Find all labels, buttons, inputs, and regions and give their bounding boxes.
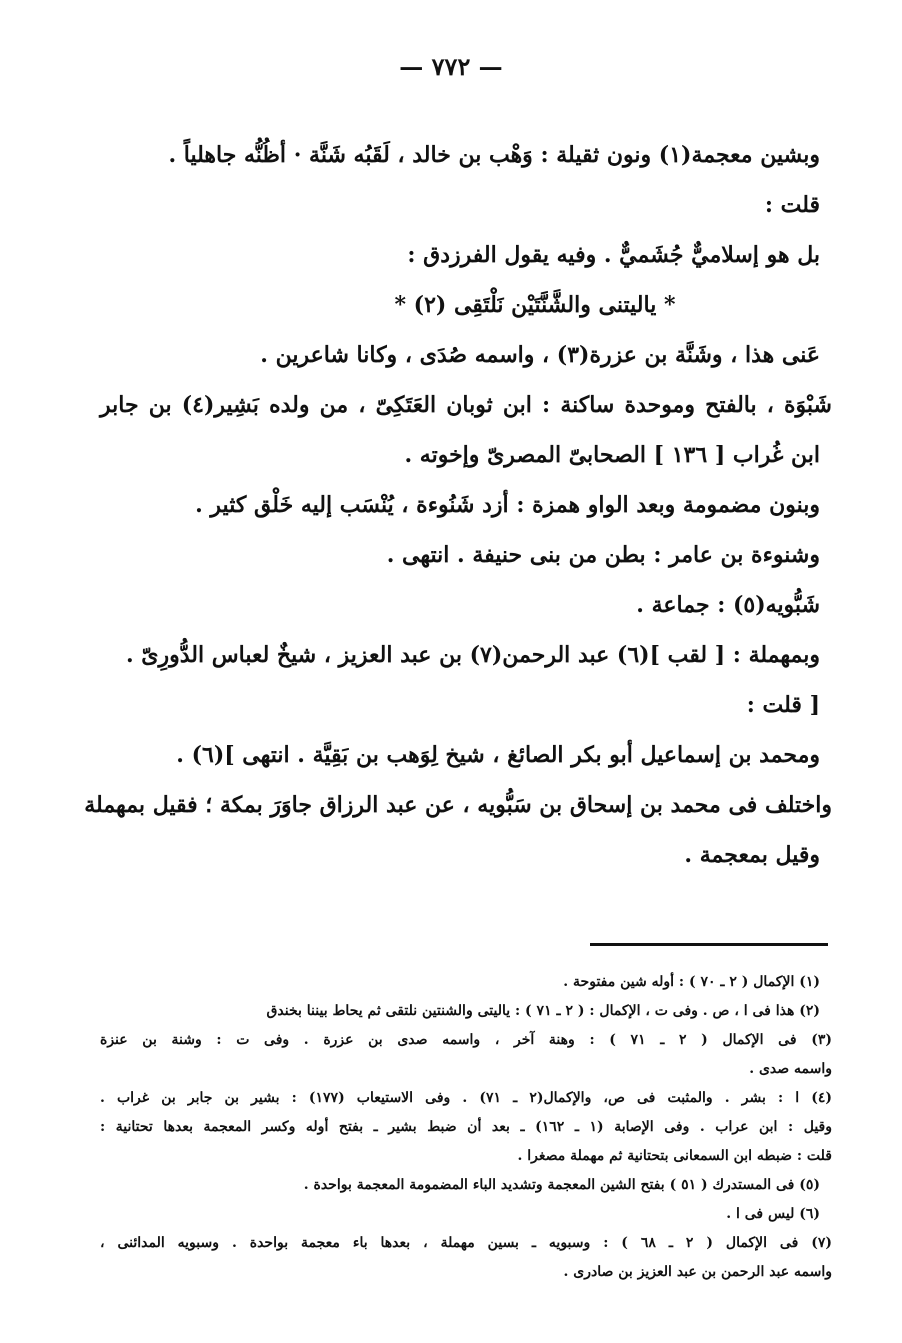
text-line: قلت : <box>764 192 820 218</box>
text-line: ابن غُراب [ ١٣٦ ] الصحابىّ المصرىّ وإخوته . <box>404 442 820 468</box>
text-line: وشنوءة بن عامر : بطن من بنى حنيفة . انتهى . <box>386 542 820 568</box>
text-line: وبشين معجمة(١) ونون ثقيلة : وَهْب بن خالد ، لَقَبُه شَنَّة · أظُنُّه جاهلياً . <box>168 142 820 168</box>
verse-line: * ياليتنى والشَّنَّتَيْن نَلْتَقِى (٢) * <box>394 292 676 318</box>
footnote-line: (٢) هذا فى ا ، ص . وفى ت ، الإكمال : ( ٢ ـ ٧١ ) : ياليتى والشنتين نلتقى ثم يحاط بيننا بخندق <box>266 1003 820 1019</box>
text-line: عَنى هذا ، وشَنَّة بن عزرة(٣) ، واسمه صُدَى ، وكانا شاعرين . <box>260 342 820 368</box>
text-line: [ قلت : <box>746 692 820 718</box>
footnote-line: واسمه صدى . <box>749 1061 832 1077</box>
footnote-line: (٧) فى الإكمال ( ٢ ـ ٦٨ ) : وسبويه ـ بسين مهملة ، بعدها باء معجمة بواحدة . وسبويه المدائنى ، <box>100 1235 832 1251</box>
text-line: وبنون مضمومة وبعد الواو همزة : أزد شَنُوءة ، يُنْسَب إليه خَلْق كثير . <box>195 492 820 518</box>
text-line: واختلف فى محمد بن إسحاق بن سَبُّويه ، عن عبد الرزاق جاوَرَ بمكة ؛ فقيل بمهملة <box>84 792 832 818</box>
footnote-line: (٥) فى المستدرك ( ٥١ ) بفتح الشين المعجمة وتشديد الباء المضمومة المعجمة بواحدة . <box>303 1177 820 1193</box>
footnote-line: واسمه عبد الرحمن بن عبد العزيز بن صادرى . <box>563 1264 832 1280</box>
footnote-line: (٤) ا : بشر . والمثبت فى ص، والإكمال(٢ ـ ٧١) . وفى الاستيعاب (١٧٧) : بشير بن جابر بن غراب . <box>100 1090 832 1106</box>
footnote-line: وقيل : ابن عراب . وفى الإصابة (١ ـ ١٦٢) ـ بعد أن ضبط بشير ـ بفتح أوله وكسر المعجمة بعدها تحتانية : <box>100 1119 833 1135</box>
text-line: وبمهملة : [ لقب ](٦) عبد الرحمن(٧) بن عبد العزيز ، شيخٌ لعباس الدُّورِىّ . <box>125 642 820 668</box>
footnote-line: (٣) فى الإكمال ( ٢ ـ ٧١ ) : وهنة آخر ، واسمه صدى بن عزرة . وفى ت : وشنة بن عنزة <box>100 1032 832 1048</box>
text-line: شَبُّويه(٥) : جماعة . <box>636 592 820 618</box>
footnote-line: (٦) ليس فى ا . <box>726 1206 820 1222</box>
footnotes <box>100 968 833 1287</box>
text-line: شَبْوَة ، بالفتح وموحدة ساكنة : ابن ثوبان العَتَكِىّ ، من ولده بَشِير(٤) بن جابر <box>100 392 832 418</box>
text-line: ومحمد بن إسماعيل أبو بكر الصائغ ، شيخ لِوَهب بن بَقِيَّة . انتهى ](٦) . <box>176 742 820 768</box>
footnote-line: قلت : ضبطه ابن السمعانى بتحتانية ثم مهملة مصغرا . <box>517 1148 832 1164</box>
page-number: — ٧٧٢ — <box>399 52 503 81</box>
footnote-line: (١) الإكمال ( ٢ ـ ٧٠ ) : أوله شين مفتوحة . <box>563 974 820 990</box>
text-line: وقيل بمعجمة . <box>684 842 820 868</box>
main-text <box>84 130 832 880</box>
text-line: بل هو إسلاميٌّ جُشَميٌّ . وفيه يقول الفرزدق : <box>407 242 820 268</box>
footnote-divider <box>590 943 828 946</box>
